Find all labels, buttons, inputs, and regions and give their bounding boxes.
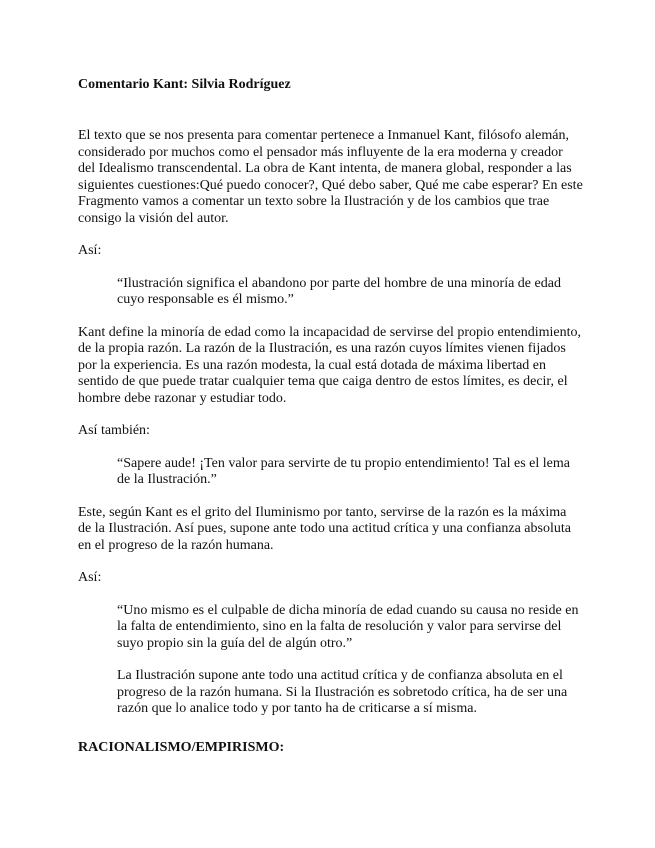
document-body (78, 128, 583, 734)
paragraph-intro: El texto que se nos presenta para comentar pertenece a Inmanuel Kant, filósofo alemán, considerado por muchos como el pensador más influyente de la era moderna y creador del Idealismo transcendental. La obra de Kant intenta, de manera global, responder a las siguientes cuestiones:Qué puedo conocer?, Qué debo saber, Qué me cabe esperar? En este Fragmento vamos a comentar un texto sobre la Ilustración y de los cambios que trae consigo la visión del autor. (78, 128, 583, 226)
document-title: Comentario Kant: Silvia Rodríguez (78, 77, 291, 92)
section-heading: RACIONALISMO/EMPIRISMO: (78, 740, 285, 755)
paragraph-asi-tambien: Así también: (78, 423, 150, 438)
quote-ilustracion: “Ilustración significa el abandono por parte del hombre de una minoría de edad cuyo responsable es él mismo.” (117, 275, 561, 307)
quote-sapere-aude: “Sapere aude! ¡Ten valor para servirte de tu propio entendimiento! Tal es el lema de la Ilustración.” (117, 455, 570, 487)
paragraph-asi-1: Así: (78, 243, 102, 258)
paragraph-asi-2: Así: (78, 570, 102, 585)
paragraph-ilustracion-critica: La Ilustración supone ante todo una actitud crítica y de confianza absoluta en el progreso de la razón humana. Si la Ilustración es sobretodo crítica, ha de ser una razón que lo analice todo y por tanto ha de criticarse a sí misma. (117, 668, 568, 716)
paragraph-minoria-edad: Kant define la minoría de edad como la incapacidad de servirse del propio entendimiento, de la propia razón. La razón de la Ilustración, es una razón cuyos límites vienen fijados por la experiencia. Es una razón modesta, la cual está dotada de máxima libertad en sentido de que puede tratar cualquier tema que caiga dentro de estos límites, es decir, el hombre debe razonar y estudiar todo. (78, 324, 582, 406)
quote-culpable: “Uno mismo es el culpable de dicha minoría de edad cuando su causa no reside en la falta de entendimiento, sino en la falta de resolución y valor para servirse del suyo propio sin la guía del de algún otro.” (117, 602, 579, 651)
paragraph-iluminismo: Este, según Kant es el grito del Iluminismo por tanto, servirse de la razón es la máxima de la Ilustración. Así pues, supone ante todo una actitud crítica y una confianza absoluta en el progreso de la razón humana. (78, 504, 571, 553)
